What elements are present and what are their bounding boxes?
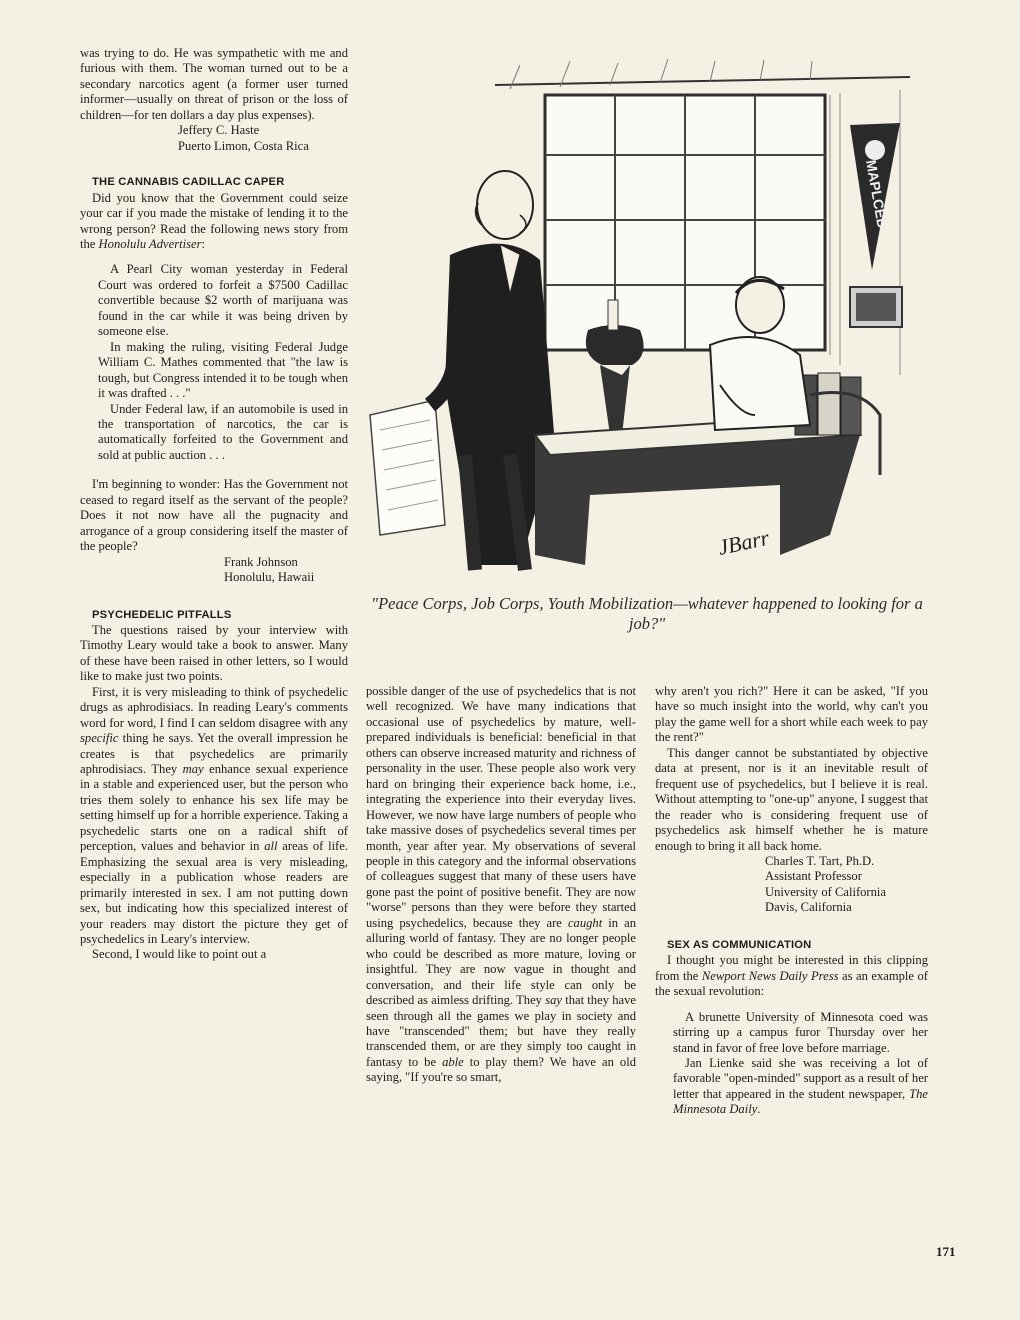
column-right <box>655 684 928 1118</box>
pennant-icon <box>850 123 900 270</box>
signature-institution: University of California <box>765 884 887 899</box>
news-quote <box>98 262 348 463</box>
column-left <box>80 46 348 963</box>
quote-paragraph: Jan Lienke said she was receiving a lot of favorable "open-minded" support as a result of her letter that appeared in the student newspaper, The Minnesota Daily. <box>673 1055 928 1117</box>
quote-paragraph: In making the ruling, visiting Federal Judge William C. Mathes commented that "the law is tough, but Congress intended it to be tough when it was drafted . . ." <box>98 339 348 401</box>
cartoon-illustration <box>360 55 935 575</box>
letter-text: First, it is very misleading to think of psychedelic drugs as aphrodisiacs. In reading Leary's comments word for word, I find I can seldom disagree with any specific thing he says. Yet the overall impression he creates is that psychedelics are primarily aphrodisiacs. They may enhance sexual experience in a stable and experienced user, but the person who tries them solely to enhance his sex life may be setting himself up for a horrible experience. Taking a psychedelic starts one on a radical shift of perception, values and behavior in all areas of life. Emphasizing the sexual area is very misleading, especially in a publication whose readers are primarily interested in sex. I am not putting down sex, but indicating how this specialized interest of your readers may distort the picture they get of psychedelics in Leary's interview. <box>80 684 348 947</box>
letter-signature <box>80 123 348 154</box>
letter-text: This danger cannot be substantiated by objective data at present, nor is it an inevitable result of frequent use of psychedelics, but I believe it is real. Without attempting to "one-up" anyone, I suggest that the reader who is considering frequent use of psychedelics ask himself whether he is mature enough to bring it all back home. <box>655 745 928 853</box>
letter-text: why aren't you rich?" Here it can be asked, "If you have so much insight into the world, why can't you play the game well for a short while each week to pay the rent?" <box>655 684 928 745</box>
signature-place: Puerto Limon, Costa Rica <box>178 138 309 153</box>
letter-text: Second, I would like to point out a <box>92 947 267 962</box>
signature-title: Assistant Professor <box>765 869 862 884</box>
letter-text: Did you know that the Government could seize your car if you made the mistake of lending it to the wrong person? Read the following news story from the Honolulu Advertiser: <box>80 190 348 251</box>
signature-place: Honolulu, Hawaii <box>224 570 315 585</box>
publication-name: Newport News Daily Press <box>701 968 839 983</box>
quote-paragraph: Under Federal law, if an automobile is used in the transportation of narcotics, the car is automatically forfeited to the Government and sold at public auction . . . <box>98 401 348 462</box>
letter-text: possible danger of the use of psychedelics that is not well recognized. We have many indications that occasional use of psychedelics by mature, well-prepared individuals is beneficial: beneficial in that others can observe increased maturity and richness of personality in the user. These people also work very hard on bringing their experience back home, i.e., integrating the experience into their everyday lives. However, we now have large numbers of people who take massive doses of psychedelics several times per month, year after year. My observations of several people in this category and the informal observations of colleagues suggest that many of these users have gone past the point of positive benefit. They are now "worse" persons than they were before they started using psychedelics, because they are caught in an alluring world of fantasy. They are no longer people who could be described as more mature, loving or insightful. They are now vague in thought and conversation, and their life style can only be described as aimless drifting. They say that they have seen through all the games we play in society and have "transcended" them; but have they really transcended them, or are they simply too caught in fantasy to be able to play them? We have an old saying, "If you're so smart, <box>366 684 637 1085</box>
cartoon-caption: "Peace Corps, Job Corps, Youth Mobilization—whatever happened to looking for a job?" <box>371 594 923 633</box>
signature-name: Frank Johnson <box>224 554 298 569</box>
page-number: 171 <box>936 1244 956 1259</box>
quote-paragraph: A Pearl City woman yesterday in Federal Court was ordered to forfeit a $7500 Cadillac convertible because $2 worth of marijuana was found in the car while it was being driven by someone else. <box>98 262 348 339</box>
standing-man-figure <box>370 171 555 570</box>
letter-signature <box>80 555 348 586</box>
signature-name: Jeffery C. Haste <box>178 123 260 138</box>
pennant-text: MAPLCED <box>863 158 891 230</box>
section-heading: PSYCHEDELIC PITFALLS <box>92 608 232 621</box>
letter-signature <box>655 854 928 916</box>
section-heading: SEX AS COMMUNICATION <box>667 938 812 951</box>
publication-name: Honolulu Advertiser <box>98 236 202 251</box>
signature-name: Charles T. Tart, Ph.D. <box>765 853 875 868</box>
letter-text: I'm beginning to wonder: Has the Government not ceased to regard itself as the servant of the people? Does it not now have all the pugnacity and arrogance of a group considering itself the master of the people? <box>80 477 348 554</box>
signature-place: Davis, California <box>765 900 852 915</box>
letter-text: was trying to do. He was sympathetic with me and furious with them. The woman turned out to be a secondary narcotics agent (a former user turned informer—usually on threat of prison or the loss of children—for ten dollars a day plus expenses). <box>80 46 348 122</box>
section-heading: THE CANNABIS CADILLAC CAPER <box>92 176 285 189</box>
letter-text: The questions raised by your interview with Timothy Leary would take a book to answer. Many of these have been raised in other letters, so I would like to make just two points. <box>80 622 348 684</box>
column-middle <box>366 684 636 1086</box>
artist-signature: JBarr <box>715 524 772 560</box>
letter-text: I thought you might be interested in this clipping from the Newport News Daily Press as an example of the sexual revolution: <box>655 953 929 999</box>
quote-paragraph: A brunette University of Minnesota coed was stirring up a campus furor Thursday over her stand in favor of free love before marriage. <box>673 1009 928 1055</box>
news-quote <box>673 1010 928 1118</box>
